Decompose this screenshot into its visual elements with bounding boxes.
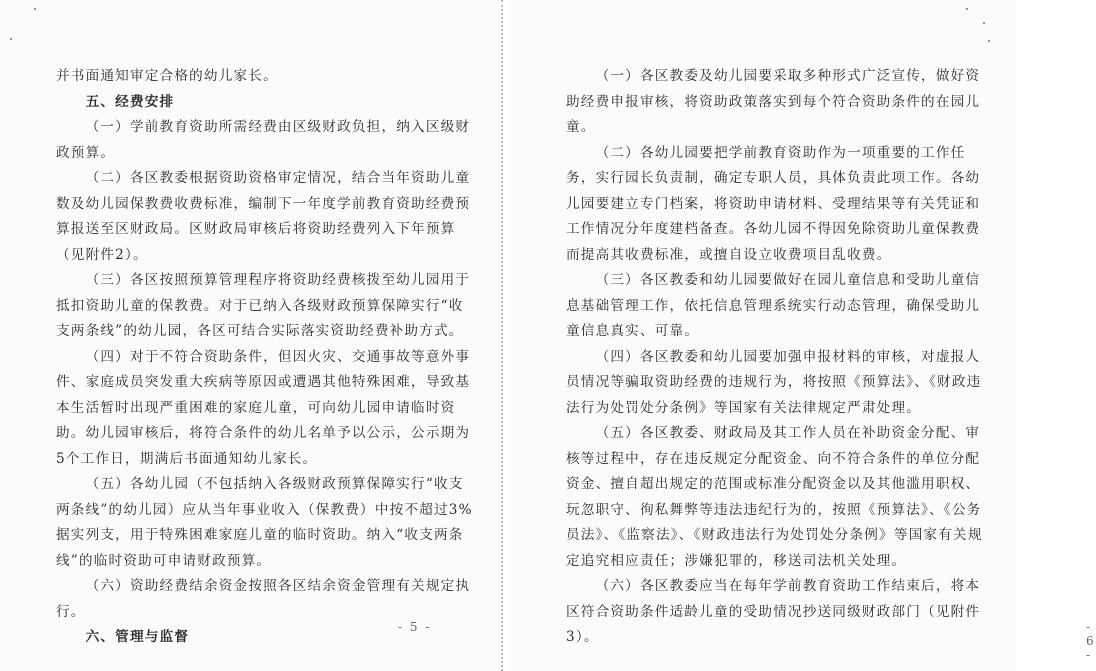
text-line: （二）各区教委根据资助资格审定情况，结合当年资助儿童: [85, 170, 471, 186]
page-divider: [501, 0, 503, 671]
text-line: 件、家庭成员突发重大疾病等原因或遭遇其他特殊困难，导致基: [56, 374, 471, 390]
text-line: （一）学前教育资助所需经费由区级财政负担，纳入区级财: [85, 119, 471, 135]
text-line: 数及幼儿园保教费收费标准，编制下一年度学前教育资助经费预: [56, 195, 471, 212]
text-line: 并书面通知审定合格的幼儿家长。: [56, 68, 278, 84]
text-line: 抵扣资助儿童的保教费。对于已纳入各级财政预算保障实行“收: [56, 297, 464, 314]
text-line: （一）各区教委及幼儿园要采取多种形式广泛宣传，做好资: [595, 68, 981, 84]
text-line: 两条线”的幼儿园）应从当年事业收入（保教费）中按不超过3%: [56, 501, 473, 518]
text-line: （五）各区教委、财政局及其工作人员在补助资金分配、审: [595, 425, 981, 441]
text-line: 而提高其收费标准，或擅自设立收费项目乱收费。: [566, 246, 892, 263]
right-page-body: [566, 64, 983, 651]
text-line: 息基础管理工作，依托信息管理系统实行动态管理，确保受助儿: [566, 297, 981, 314]
text-line: （四）对于不符合资助条件，但因火灾、交通事故等意外事: [85, 348, 471, 365]
text-line: 行。: [56, 603, 86, 620]
text-line: 助经费申报审核，将资助政策落实到每个符合资助条件的在园儿: [566, 93, 981, 110]
text-line: 核等过程中，存在违反规定分配资金、向不符合条件的单位分配: [566, 450, 981, 467]
section-heading: 六、管理与监督: [85, 629, 190, 645]
text-line: （见附件2）。: [56, 246, 148, 263]
text-line: 据实列支，用于特殊困难家庭儿童的临时资助。纳入“收支两条: [56, 527, 464, 543]
text-line: 区符合资助条件适龄儿童的受助情况抄送同级财政部门（见附件: [566, 603, 981, 620]
text-line: 法行为处罚处分条例》等国家有关法律规定严肃处理。: [566, 399, 922, 416]
text-line: （五）各幼儿园（不包括纳入各级财政预算保障实行“收支: [85, 476, 464, 492]
page-number-left: - 5 -: [398, 620, 432, 634]
text-line: 线”的临时资助可申请财政预算。: [56, 552, 272, 569]
text-line: 政预算。: [56, 144, 116, 161]
text-line: （六）资助经费结余资金按照各区结余资金管理有关规定执: [85, 578, 471, 594]
text-line: 5个工作日，期满后书面通知幼儿家长。: [56, 450, 318, 467]
left-page-body: [56, 64, 473, 651]
text-line: 支两条线”的幼儿园，各区可结合实际落实资助经费补助方式。: [56, 323, 464, 339]
text-line: （三）各区按照预算管理程序将资助经费核拨至幼儿园用于: [85, 272, 471, 288]
text-line: 定追究相应责任；涉嫌犯罪的，移送司法机关处理。: [566, 552, 907, 569]
scan-speck: [988, 40, 990, 42]
text-line: 助。幼儿园审核后，将符合条件的幼儿名单予以公示，公示期为: [56, 425, 471, 441]
scan-speck: [983, 22, 985, 24]
text-line: 儿园要建立专门档案，将资助申请材料、受理结果等有关凭证和: [566, 195, 981, 212]
scan-speck: [10, 38, 12, 40]
page-left: [0, 0, 500, 671]
scan-speck: [966, 8, 968, 10]
text-line: （二）各幼儿园要把学前教育资助作为一项重要的工作任: [595, 144, 966, 161]
text-line: 玩忽职守、徇私舞弊等违法违纪行为的，按照《预算法》、《公务: [566, 501, 982, 518]
text-line: 本生活暂时出现严重困难的家庭儿童，可向幼儿园申请临时资: [56, 399, 456, 416]
page-number-right: - 6 -: [1086, 620, 1096, 662]
text-line: （六）各区教委应当在每年学前教育资助工作结束后，将本: [595, 578, 981, 594]
scan-speck: [34, 8, 36, 10]
text-line: 务，实行园长负责制，确定专职人员，具体负责此项工作。各幼: [566, 170, 981, 186]
text-line: 工作情况分年度建档备查。各幼儿园不得因免除资助儿童保教费: [566, 221, 981, 237]
text-line: （三）各区教委和幼儿园要做好在园儿童信息和受助儿童信: [595, 272, 981, 288]
text-line: 童。: [566, 119, 596, 135]
text-line: 员法》、《监察法》、《财政违法行为处罚处分条例》等国家有关规: [566, 527, 983, 543]
text-line: 员情况等骗取资助经费的违规行为，将按照《预算法》、《财政违: [566, 374, 982, 390]
page-right: [508, 0, 1096, 671]
text-line: 3）。: [566, 629, 599, 645]
section-heading: 五、经费安排: [85, 93, 175, 110]
text-line: 资金、擅自超出规定的范围或标准分配资金以及其他滥用职权、: [566, 476, 981, 492]
text-line: 算报送至区财政局。区财政局审核后将资助经费列入下年预算: [56, 221, 456, 237]
text-line: （四）各区教委和幼儿园要加强申报材料的审核，对虚报人: [595, 348, 981, 365]
text-line: 童信息真实、可靠。: [566, 323, 700, 339]
